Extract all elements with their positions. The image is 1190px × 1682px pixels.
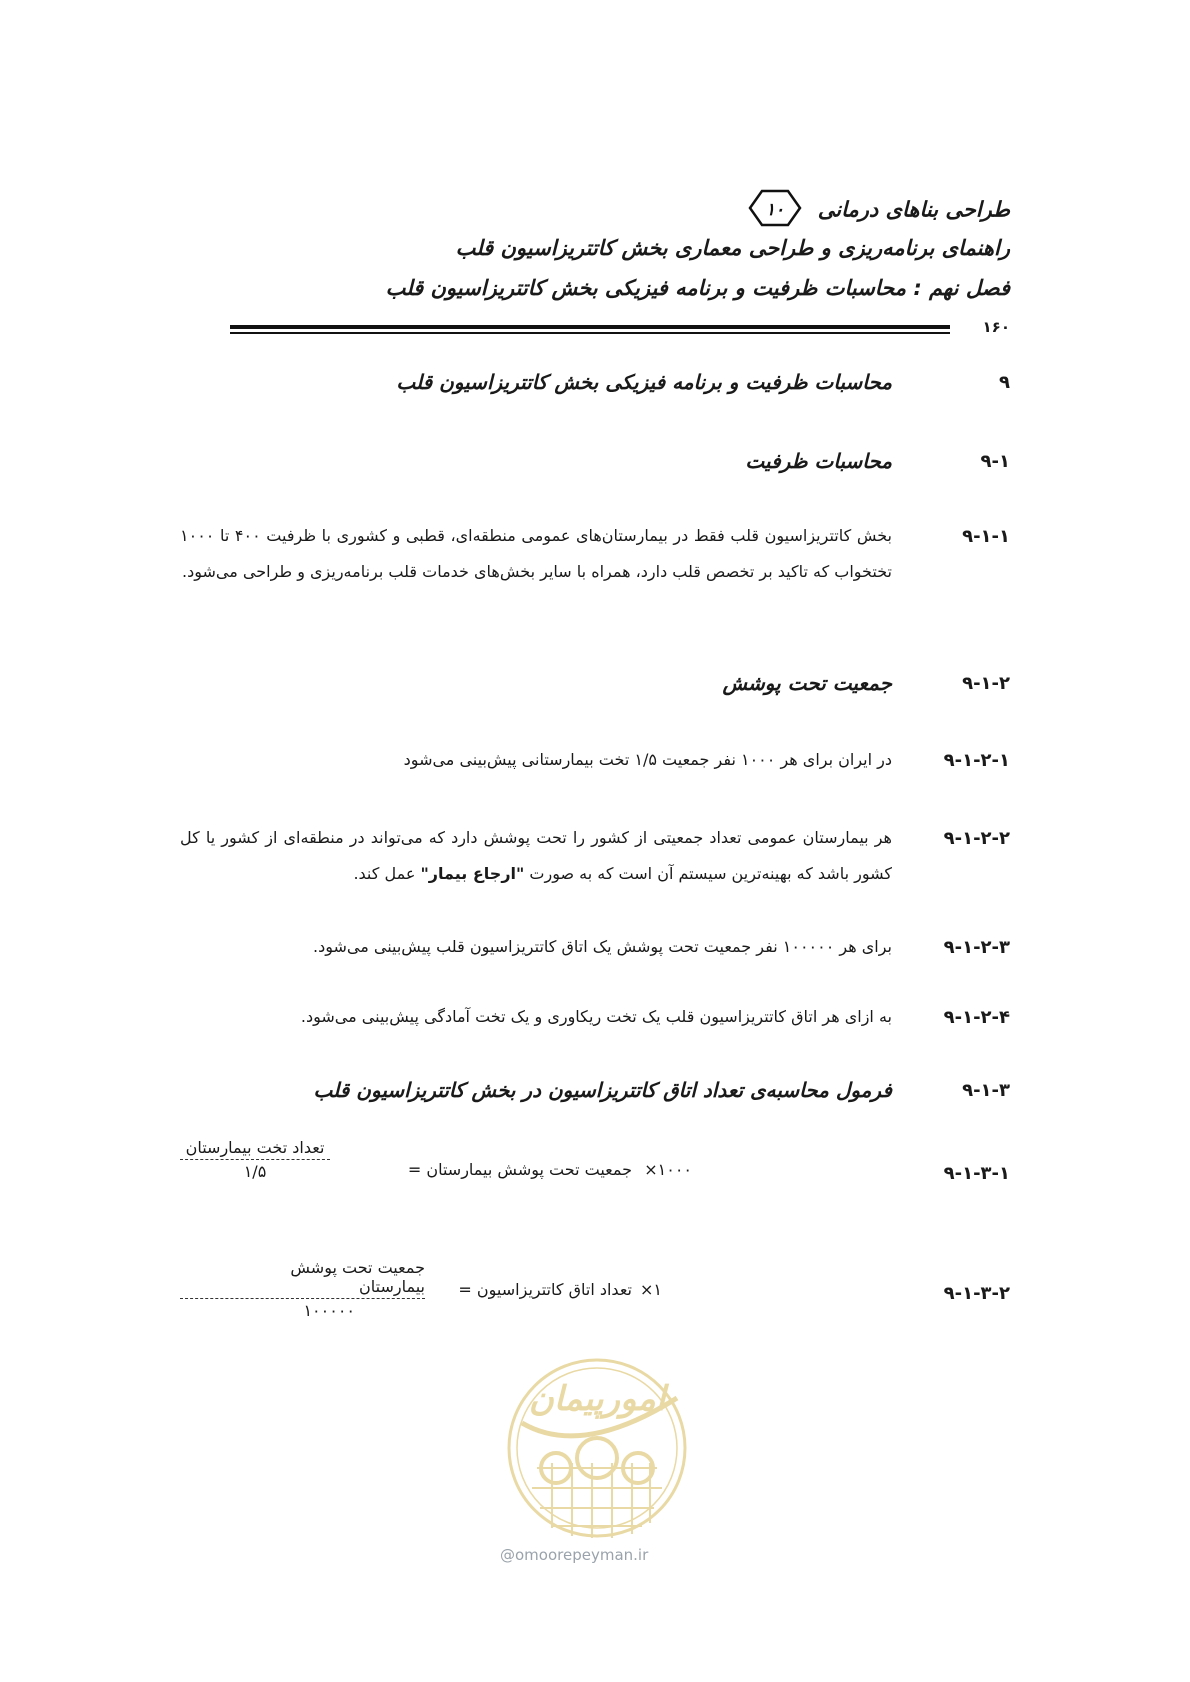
section-number: ۹-۱-۲-۲	[943, 828, 1010, 849]
formula-label: تعداد اتاق کاتتریزاسیون =	[458, 1280, 632, 1299]
page-number: ۱۶۰	[982, 318, 1010, 336]
formula-label: جمعیت تحت پوشش بیمارستان =	[407, 1160, 632, 1179]
paragraph-text: در ایران برای هر ۱۰۰۰ نفر جمعیت ۱/۵ تخت بیمارستانی پیش‌بینی می‌شود	[403, 750, 892, 769]
watermark-seal	[492, 1348, 702, 1547]
header-subtitle: راهنمای برنامه‌ریزی و طراحی معماری بخش کاتتریزاسیون قلب	[455, 236, 1010, 260]
section-number: ۹-۱-۲-۱	[943, 750, 1010, 771]
fraction-bar	[180, 1159, 330, 1160]
section-number: ۹-۱-۳-۱	[943, 1163, 1010, 1184]
formula-fraction	[180, 1258, 425, 1320]
header-rule-thin	[230, 332, 950, 334]
section-title: فرمول محاسبه‌ی تعداد اتاق کاتتریزاسیون در بخش کاتتریزاسیون قلب	[313, 1078, 892, 1102]
watermark-website: @omoorepeyman.ir	[500, 1546, 649, 1564]
formula-multiplier: ۱۰۰۰×	[644, 1160, 692, 1179]
header-title	[746, 188, 1010, 233]
watermark-seal-text: امورپیمان	[528, 1379, 666, 1419]
section-number: ۹-۱-۲-۳	[943, 937, 1010, 958]
section-title: جمعیت تحت پوشش	[722, 671, 892, 695]
chapter-badge	[746, 188, 804, 233]
fraction-bar	[180, 1298, 425, 1299]
header-rule-thick	[230, 325, 950, 329]
formula-fraction	[180, 1138, 330, 1181]
header-chapter: فصل نهم : محاسبات ظرفیت و برنامه فیزیکی بخش کاتتریزاسیون قلب	[385, 276, 1010, 300]
fraction-numerator: تعداد تخت بیمارستان	[185, 1138, 325, 1157]
section-number: ۹-۱-۱	[962, 526, 1010, 547]
paragraph-text: به ازای هر اتاق کاتتریزاسیون قلب یک تخت ریکاوری و یک تخت آمادگی پیش‌بینی می‌شود.	[300, 1007, 892, 1026]
fraction-denominator: ۱/۵	[243, 1162, 267, 1181]
formula	[180, 1258, 1010, 1328]
section-number: ۹-۱-۳-۲	[943, 1283, 1010, 1304]
paragraph-text: بخش کاتتریزاسیون قلب فقط در بیمارستان‌های عمومی منطقه‌ای، قطبی و کشوری با ظرفیت ۴۰۰ تا ۱۰۰۰ تختخواب که تاکید بر تخصص قلب دارد، همراه با سایر بخش‌های خدمات قلب برنامه‌ریزی و طراحی می‌شود.	[180, 526, 893, 581]
chapter-badge-number: ۱۰	[766, 200, 785, 220]
paragraph-text-part: هر بیمارستان عمومی تعداد جمعیتی از کشور را تحت پوشش دارد که می‌تواند در منطقه‌ای از کشور یا کل کشور باشد که بهینه‌ترین سیستم آن است که به صورت	[180, 828, 892, 883]
paragraph-text	[180, 820, 892, 892]
formula	[180, 1138, 1010, 1208]
paragraph-text: برای هر ۱۰۰۰۰۰ نفر جمعیت تحت پوشش یک اتاق کاتتریزاسیون قلب پیش‌بینی می‌شود.	[312, 937, 892, 956]
section-number: ۹	[999, 372, 1010, 393]
section-number: ۹-۱	[980, 451, 1010, 472]
section-number: ۹-۱-۲-۴	[943, 1007, 1010, 1028]
paragraph-text-part: عمل کند.	[353, 864, 421, 883]
fraction-denominator: ۱۰۰۰۰۰	[303, 1301, 355, 1320]
section-title: محاسبات ظرفیت	[745, 449, 892, 473]
fraction-numerator: جمعیت تحت پوشش بیمارستان	[290, 1258, 425, 1296]
section-number: ۹-۱-۲	[962, 673, 1010, 694]
section-title: محاسبات ظرفیت و برنامه فیزیکی بخش کاتتریزاسیون قلب	[396, 370, 892, 394]
section-number: ۹-۱-۳	[962, 1080, 1010, 1101]
header-title-text: طراحی بناهای درمانی	[817, 197, 1010, 222]
referral-term: "ارجاع بیمار"	[420, 864, 525, 883]
formula-multiplier: ۱×	[640, 1280, 662, 1299]
